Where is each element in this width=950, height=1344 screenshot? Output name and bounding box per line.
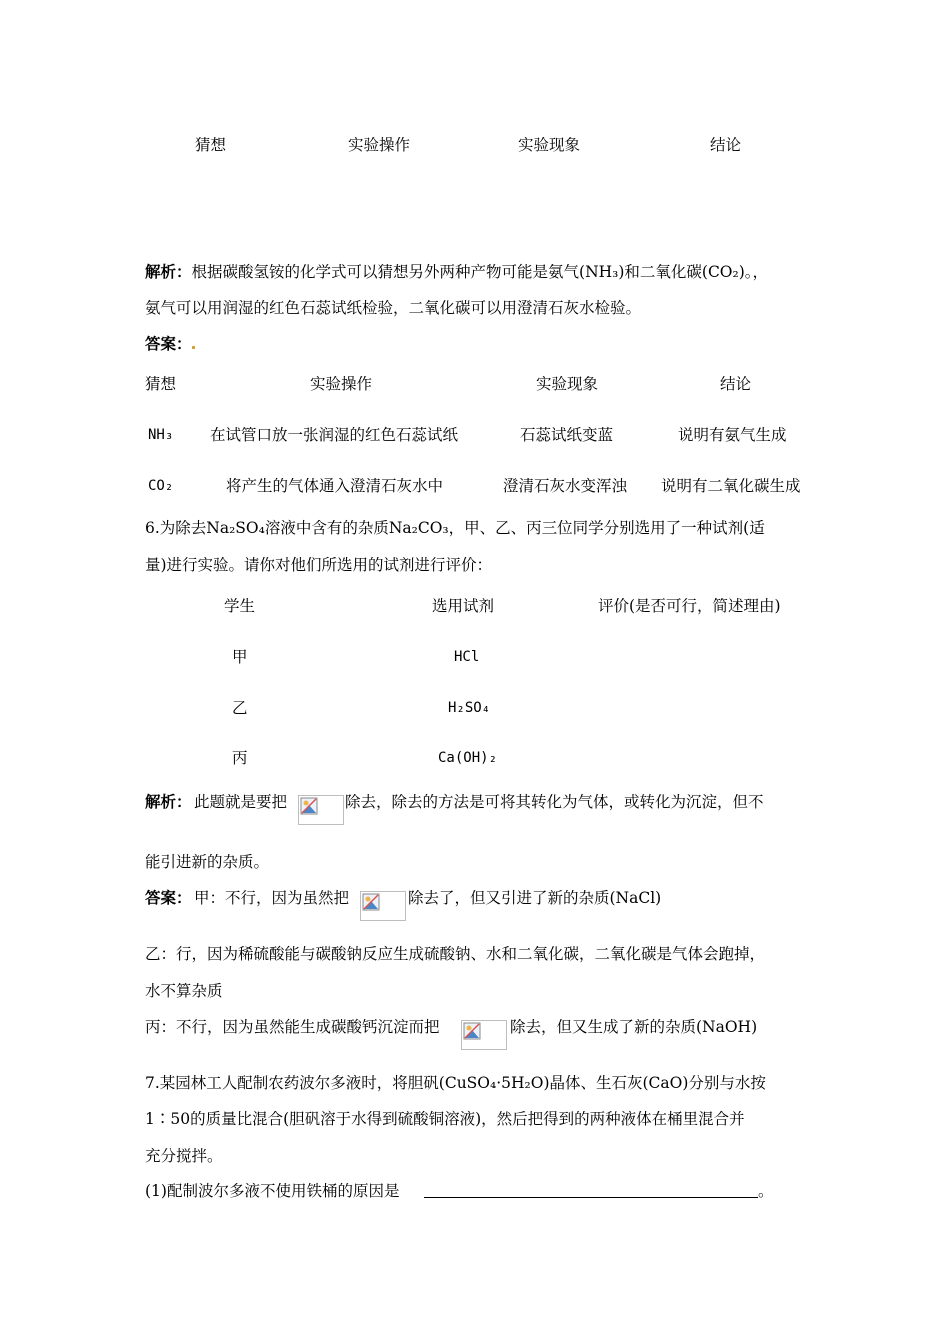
answer1-row2-phenomenon: 澄清石灰水变浑浊 xyxy=(503,477,628,495)
answer6-jia-b: 除去了，但又引进了新的杂质(NaCl) xyxy=(408,889,662,907)
q7-sub1-prompt: (1)配制波尔多液不使用铁桶的原因是 xyxy=(145,1182,400,1200)
answer1-header-conclusion: 结论 xyxy=(720,375,752,393)
q6-header-student: 学生 xyxy=(224,597,256,615)
answer6-label: 答案： xyxy=(145,889,192,907)
analysis1-text1: 根据碳酸氢铵的化学式可以猜想另外两种产物可能是氨气(NH₃)和二氧化碳(CO₂)。， xyxy=(191,263,769,281)
answer1-header-phenomenon: 实验现象 xyxy=(536,375,599,393)
broken-image-icon xyxy=(360,891,406,921)
analysis6-text1a: 此题就是要把 xyxy=(194,793,288,811)
q6-row3-reagent: Ca(OH)₂ xyxy=(438,750,498,766)
table1-header-conclusion: 结论 xyxy=(710,136,742,154)
q6-header-evaluation: 评价(是否可行，简述理由) xyxy=(598,597,781,615)
analysis1-label: 解析： xyxy=(145,263,192,281)
answer1-header-operation: 实验操作 xyxy=(310,375,373,393)
q6-row1-reagent: HCl xyxy=(454,649,480,665)
table1-header-operation: 实验操作 xyxy=(348,136,411,154)
answer1-row2-conclusion: 说明有二氧化碳生成 xyxy=(661,477,801,495)
answer1-header-guess: 猜想 xyxy=(145,375,177,393)
q7-line2: 1∶50的质量比混合(胆矾溶于水得到硫酸铜溶液)，然后把得到的两种液体在桶里混合并 xyxy=(145,1110,745,1128)
answer6-yi-line1: 乙：行，因为稀硫酸能与碳酸钠反应生成硫酸钠、水和二氧化碳，二氧化碳是气体会跑掉， xyxy=(145,945,766,963)
q6-row2-student: 乙 xyxy=(232,699,248,717)
q6-line1: 6.为除去Na₂SO₄溶液中含有的杂质Na₂CO₃，甲、乙、丙三位同学分别选用了一种试剂(适 xyxy=(145,519,765,537)
table1-header-guess: 猜想 xyxy=(195,136,227,154)
q7-line1: 7.某园林工人配制农药波尔多液时，将胆矾(CuSO₄·5H₂O)晶体、生石灰(CaO)分别与水按 xyxy=(145,1074,766,1092)
answer1-label: 答案： xyxy=(145,335,192,353)
answer1-row1-guess: NH₃ xyxy=(148,427,174,443)
broken-image-icon xyxy=(298,795,344,825)
analysis6-text1b: 除去，除去的方法是可将其转化为气体，或转化为沉淀，但不 xyxy=(345,793,764,811)
broken-image-icon xyxy=(461,1020,507,1050)
analysis1-line2: 氨气可以用润湿的红色石蕊试纸检验，二氧化碳可以用澄清石灰水检验。 xyxy=(145,299,642,317)
analysis6-line2: 能引进新的杂质。 xyxy=(145,853,270,871)
analysis6-label: 解析： xyxy=(145,793,192,811)
answer6-yi-line2: 水不算杂质 xyxy=(145,982,223,1000)
answer1-row1-conclusion: 说明有氨气生成 xyxy=(678,426,787,444)
answer1-row1-phenomenon: 石蕊试纸变蓝 xyxy=(520,426,614,444)
q6-line2: 量)进行实验。请你对他们所选用的试剂进行评价： xyxy=(145,556,493,574)
table1-header-phenomenon: 实验现象 xyxy=(518,136,581,154)
q7-sub1-answer-blank[interactable] xyxy=(424,1197,758,1198)
answer1-row2-operation: 将产生的气体通入澄清石灰水中 xyxy=(226,477,444,495)
answer1-row1-operation: 在试管口放一张润湿的红色石蕊试纸 xyxy=(210,426,459,444)
analysis1-line1 xyxy=(145,262,768,282)
answer6-bing-b: 除去，但又生成了新的杂质(NaOH) xyxy=(510,1018,758,1036)
q6-header-reagent: 选用试剂 xyxy=(432,597,495,615)
answer6-bing-a: 丙：不行，因为虽然能生成碳酸钙沉淀而把 xyxy=(145,1018,440,1036)
q6-row2-reagent: H₂SO₄ xyxy=(448,700,491,716)
answer1-row2-guess: CO₂ xyxy=(148,478,174,494)
decoration-dot xyxy=(192,346,195,349)
q6-row3-student: 丙 xyxy=(232,749,248,767)
answer6-jia-a: 甲：不行，因为虽然把 xyxy=(194,889,350,907)
q7-sub1-end: 。 xyxy=(758,1182,774,1200)
q6-row1-student: 甲 xyxy=(232,648,248,666)
q7-line3: 充分搅拌。 xyxy=(145,1147,223,1165)
